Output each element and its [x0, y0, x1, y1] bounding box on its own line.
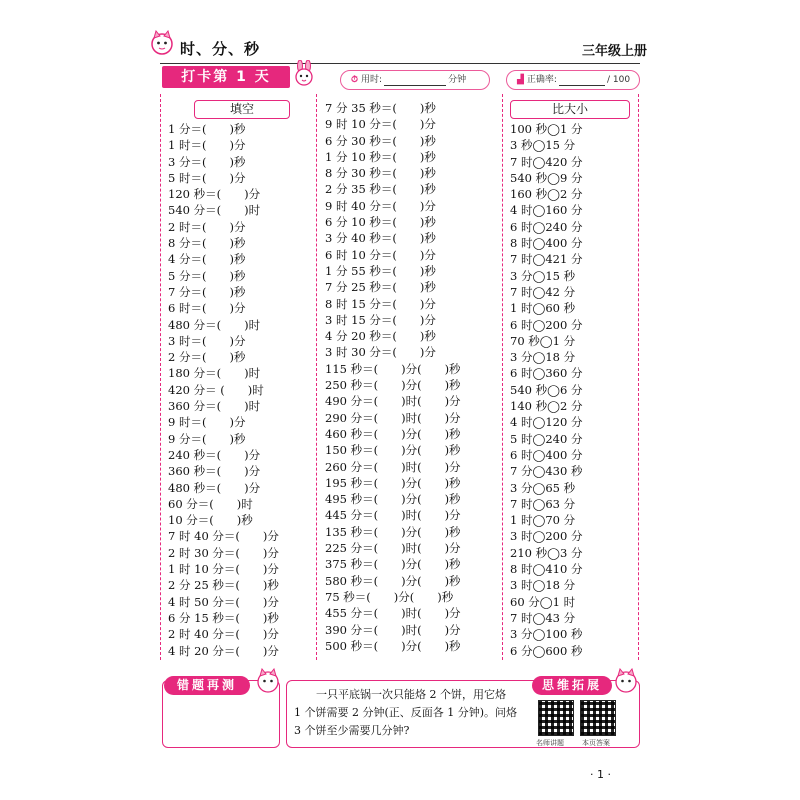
qr-code-answers[interactable] [580, 700, 616, 736]
problem-line: 3 个饼至少需要几分钟? [294, 724, 410, 737]
list-item: 150 秒＝( )分( )秒 [325, 443, 461, 458]
list-item: 4 分 20 秒＝( )秒 [325, 329, 436, 344]
list-item: 1 时＝( )分 [168, 138, 246, 153]
list-item: 7 时◯420 分 [510, 154, 583, 169]
problem-text [294, 686, 528, 740]
list-item: 70 秒◯1 分 [510, 333, 576, 348]
list-item: 8 分 30 秒＝( )秒 [325, 166, 436, 181]
list-item: 3 分◯100 秒 [510, 627, 583, 642]
list-item: 260 分＝( )时( )分 [325, 459, 461, 474]
list-item: 2 时＝( )分 [168, 219, 246, 234]
list-item: 3 时 30 分＝( )分 [325, 345, 436, 360]
list-item: 540 秒◯6 分 [510, 382, 583, 397]
list-item: 4 时 50 分＝( )分 [168, 594, 279, 609]
list-item: 10 分＝( )秒 [168, 513, 253, 528]
list-item: 3 时＝( )分 [168, 333, 246, 348]
time-input-line[interactable] [384, 74, 446, 86]
cat-mascot-icon [254, 668, 282, 694]
list-item: 540 分＝( )时 [168, 203, 261, 218]
list-item: 135 秒＝( )分( )秒 [325, 524, 461, 539]
list-item: 7 分 35 秒＝( )秒 [325, 101, 436, 115]
list-item: 8 时◯400 分 [510, 236, 583, 251]
mid-dashed-divider [316, 94, 317, 660]
list-item: 500 秒＝( )分( )秒 [325, 638, 461, 653]
list-item: 3 秒◯15 分 [510, 138, 576, 153]
accuracy-box [506, 70, 640, 90]
accuracy-input-line[interactable] [559, 74, 605, 86]
list-item: 1 分 55 秒＝( )秒 [325, 263, 436, 278]
list-item: 540 秒◯9 分 [510, 170, 583, 185]
list-item: 5 时＝( )分 [168, 170, 246, 185]
list-item: 2 分 35 秒＝( )秒 [325, 182, 436, 197]
list-item: 495 秒＝( )分( )秒 [325, 492, 461, 507]
compare-list [510, 121, 582, 659]
list-item: 2 时 40 分＝( )分 [168, 627, 279, 642]
time-unit: 分钟 [448, 75, 467, 85]
list-item: 9 时＝( )分 [168, 415, 246, 430]
list-item: 6 分 30 秒＝( )秒 [325, 133, 436, 148]
list-item: 1 分＝( )秒 [168, 122, 246, 136]
list-item: 5 分＝( )秒 [168, 268, 246, 283]
list-item: 75 秒＝( )分( )秒 [325, 589, 454, 604]
list-item: 140 秒◯2 分 [510, 399, 583, 414]
list-item: 1 分 10 秒＝( )秒 [325, 149, 436, 164]
far-right-dashed-divider [638, 94, 639, 660]
list-item: 2 时 30 分＝( )分 [168, 545, 279, 560]
list-item: 5 时◯240 分 [510, 431, 583, 446]
list-item: 8 分＝( )秒 [168, 236, 246, 251]
list-item: 7 时◯421 分 [510, 252, 583, 267]
list-item: 3 分◯15 秒 [510, 268, 576, 283]
list-item: 4 分＝( )秒 [168, 252, 246, 267]
time-used-box [340, 70, 490, 90]
mistake-retest-title: 错题再测 [164, 676, 250, 695]
list-item: 360 秒＝( )分 [168, 464, 261, 479]
list-item: 455 分＝( )时( )分 [325, 606, 461, 621]
list-item: 420 分＝ ( )时 [168, 382, 264, 397]
list-item: 240 秒＝( )分 [168, 447, 261, 462]
list-item: 250 秒＝( )分( )秒 [325, 378, 461, 393]
qr-code-explanation[interactable] [538, 700, 574, 736]
list-item: 4 时◯160 分 [510, 203, 583, 218]
list-item: 6 分 10 秒＝( )秒 [325, 215, 436, 230]
problem-line: 1 个饼需要 2 分钟(正、反面各 1 分钟)。问烙 [294, 706, 518, 719]
list-item: 375 秒＝( )分( )秒 [325, 557, 461, 572]
list-item: 7 时 40 分＝( )分 [168, 529, 279, 544]
header-divider [160, 63, 640, 64]
list-item: 3 分◯65 秒 [510, 480, 576, 495]
list-item: 210 秒◯3 分 [510, 545, 583, 560]
list-item: 480 分＝( )时 [168, 317, 261, 332]
list-item: 3 分＝( )秒 [168, 154, 246, 169]
list-item: 6 时 10 分＝( )分 [325, 247, 436, 262]
list-item: 7 分＝( )秒 [168, 284, 246, 299]
list-item: 2 分＝( )秒 [168, 350, 246, 365]
list-item: 290 分＝( )时( )分 [325, 410, 461, 425]
list-item: 7 时◯42 分 [510, 284, 576, 299]
list-item: 1 时 10 分＝( )分 [168, 562, 279, 577]
grade-label: 三年级上册 [581, 44, 647, 59]
list-item: 115 秒＝( )分( )秒 [325, 361, 461, 376]
fill-blank-list [168, 121, 279, 659]
list-item: 3 分 40 秒＝( )秒 [325, 231, 436, 246]
list-item: 445 分＝( )时( )分 [325, 508, 461, 523]
accuracy-total: / 100 [606, 75, 631, 85]
list-item: 4 时◯120 分 [510, 415, 583, 430]
time-label: 用时: [361, 75, 383, 85]
list-item: 160 秒◯2 分 [510, 187, 583, 202]
list-item: 1 时◯70 分 [510, 513, 576, 528]
cat-mascot-icon [612, 668, 640, 694]
list-item: 3 时◯200 分 [510, 529, 583, 544]
list-item: 4 时 20 分＝( )分 [168, 643, 279, 658]
qr-caption-answers: 本页答案 [582, 739, 610, 747]
list-item: 7 分◯430 秒 [510, 464, 583, 479]
right-dashed-divider [502, 94, 503, 660]
bunny-mascot-icon [290, 60, 318, 86]
list-item: 225 分＝( )时( )分 [325, 541, 461, 556]
conversion-list [325, 100, 461, 654]
list-item: 100 秒◯1 分 [510, 122, 583, 136]
list-item: 195 秒＝( )分( )秒 [325, 475, 461, 490]
list-item: 6 时◯400 分 [510, 447, 583, 462]
list-item: 60 分◯1 时 [510, 594, 576, 609]
list-item: 7 分 25 秒＝( )秒 [325, 280, 436, 295]
list-item: 6 分◯600 秒 [510, 643, 583, 658]
list-item: 8 时◯410 分 [510, 562, 583, 577]
list-item: 2 分 25 秒＝( )秒 [168, 578, 279, 593]
chapter-title: 时、分、秒 [180, 40, 261, 58]
list-item: 7 时◯63 分 [510, 496, 576, 511]
left-dashed-divider [160, 94, 161, 660]
list-item: 6 时◯200 分 [510, 317, 583, 332]
list-item: 6 时◯240 分 [510, 219, 583, 234]
list-item: 9 时 40 分＝( )分 [325, 198, 436, 213]
problem-line: 一只平底锅一次只能烙 2 个饼，用它烙 [294, 688, 506, 701]
list-item: 180 分＝( )时 [168, 366, 261, 381]
page-number: · 1 · [590, 768, 611, 781]
list-item: 480 秒＝( )分 [168, 480, 261, 495]
list-item: 580 秒＝( )分( )秒 [325, 573, 461, 588]
chart-icon: ▟ [517, 75, 524, 85]
list-item: 1 时◯60 秒 [510, 301, 576, 316]
cat-mascot-icon [148, 30, 176, 56]
thinking-title: 思维拓展 [532, 676, 612, 695]
accuracy-label: 正确率: [526, 75, 557, 85]
list-item: 60 分＝( )时 [168, 496, 253, 511]
list-item: 9 时 10 分＝( )分 [325, 117, 436, 132]
list-item: 390 分＝( )时( )分 [325, 622, 461, 637]
list-item: 3 时◯18 分 [510, 578, 576, 593]
list-item: 7 时◯43 分 [510, 610, 576, 625]
list-item: 3 分◯18 分 [510, 350, 576, 365]
list-item: 360 分＝( )时 [168, 399, 261, 414]
list-item: 8 时 15 分＝( )分 [325, 296, 436, 311]
day-banner: 打卡第 1 天 [162, 66, 290, 88]
list-item: 9 分＝( )秒 [168, 431, 246, 446]
qr-caption-explanation: 名师讲题 [536, 739, 564, 747]
fill-blank-header: 填空 [194, 100, 290, 119]
clock-icon: ⏱ [351, 75, 359, 85]
list-item: 120 秒＝( )分 [168, 187, 261, 202]
list-item: 490 分＝( )时( )分 [325, 394, 461, 409]
list-item: 6 时＝( )分 [168, 301, 246, 316]
list-item: 460 秒＝( )分( )秒 [325, 426, 461, 441]
compare-header: 比大小 [510, 100, 630, 119]
list-item: 3 时 15 分＝( )分 [325, 312, 436, 327]
list-item: 6 分 15 秒＝( )秒 [168, 610, 279, 625]
list-item: 6 时◯360 分 [510, 366, 583, 381]
